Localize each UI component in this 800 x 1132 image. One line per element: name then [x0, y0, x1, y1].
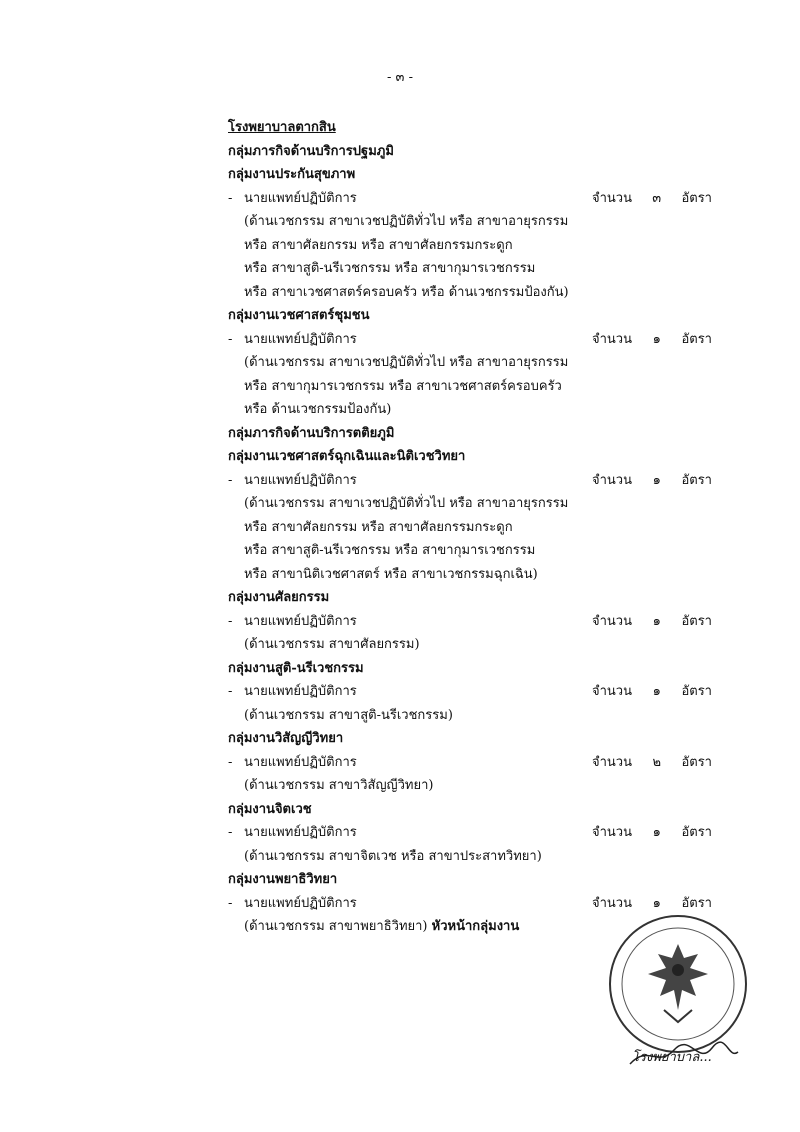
- quantity-unit: อัตรา: [681, 684, 712, 699]
- group-heading: กลุ่มงานจิตเวช: [228, 801, 312, 817]
- position-detail: [228, 210, 728, 234]
- quantity-label: จำนวน: [592, 190, 632, 206]
- detail-note: หัวหน้ากลุ่มงาน: [431, 919, 520, 934]
- mission-heading: กลุ่มภารกิจด้านบริการตติยภูมิ: [228, 425, 395, 441]
- position-row: [228, 751, 728, 775]
- document-body: [228, 116, 728, 939]
- detail-text: หรือ สาขานิติเวชศาสตร์ หรือ สาขาเวชกรรมฉุกเฉิน): [244, 566, 538, 582]
- detail-text: (ด้านเวชกรรม สาขาเวชปฏิบัติทั่วไป หรือ สาขาอายุรกรรม: [244, 355, 569, 370]
- garuda-seal-icon: [604, 910, 752, 1058]
- quantity-label: จำนวน: [592, 331, 632, 347]
- position-title: นายแพทย์ปฏิบัติการ: [244, 684, 357, 699]
- quantity-value: ๑: [652, 331, 661, 347]
- quantity-value: ๒: [652, 754, 662, 770]
- position-detail: [228, 375, 728, 399]
- detail-text: หรือ สาขาสูติ-นรีเวชกรรม หรือ สาขากุมารเวชกรรม: [244, 543, 536, 558]
- position-quantity: [592, 751, 712, 775]
- position-detail: [228, 563, 728, 587]
- position-detail: [228, 845, 728, 869]
- detail-text: หรือ สาขาสูติ-นรีเวชกรรม หรือ สาขากุมารเวชกรรม: [244, 261, 536, 276]
- detail-text: (ด้านเวชกรรม สาขาวิสัญญีวิทยา): [244, 778, 434, 793]
- detail-text: (ด้านเวชกรรม สาขาสูติ-นรีเวชกรรม): [244, 707, 453, 723]
- bullet-dash: -: [228, 472, 233, 488]
- quantity-value: ๓: [652, 190, 662, 206]
- page-number: - ๓ -: [387, 70, 413, 85]
- bullet-dash: -: [228, 684, 233, 699]
- quantity-value: ๑: [652, 825, 661, 840]
- position-detail: [228, 516, 728, 540]
- position-title: นายแพทย์ปฏิบัติการ: [244, 754, 357, 770]
- quantity-label: จำนวน: [592, 825, 632, 840]
- group-heading: กลุ่มงานประกันสุขภาพ: [228, 167, 356, 182]
- quantity-unit: อัตรา: [681, 331, 712, 347]
- quantity-unit: อัตรา: [681, 825, 712, 840]
- position-row: [228, 821, 728, 845]
- position-detail: [228, 281, 728, 305]
- quantity-value: ๑: [652, 613, 661, 629]
- position-title: นายแพทย์ปฏิบัติการ: [244, 613, 357, 629]
- position-title: นายแพทย์ปฏิบัติการ: [244, 190, 357, 206]
- position-detail: [228, 492, 728, 516]
- bullet-dash: -: [228, 754, 233, 770]
- bullet-dash: -: [228, 331, 233, 347]
- position-row: [228, 328, 728, 352]
- group-heading: กลุ่มงานสูติ-นรีเวชกรรม: [228, 660, 364, 676]
- position-detail: [228, 234, 728, 258]
- quantity-unit: อัตรา: [681, 472, 712, 488]
- detail-text: (ด้านเวชกรรม สาขาศัลยกรรม): [244, 637, 420, 652]
- bullet-dash: -: [228, 895, 233, 911]
- group-heading: กลุ่มงานพยาธิวิทยา: [228, 872, 338, 887]
- position-quantity: [592, 469, 712, 493]
- group-heading: กลุ่มงานวิสัญญีวิทยา: [228, 731, 344, 746]
- quantity-label: จำนวน: [592, 684, 632, 699]
- position-title: นายแพทย์ปฏิบัติการ: [244, 825, 357, 840]
- position-detail: [228, 633, 728, 657]
- quantity-value: ๑: [652, 684, 661, 699]
- position-quantity: [592, 680, 712, 704]
- position-row: [228, 680, 728, 704]
- position-detail: [228, 257, 728, 281]
- mission-heading: กลุ่มภารกิจด้านบริการปฐมภูมิ: [228, 143, 394, 159]
- detail-text: หรือ สาขาศัลยกรรม หรือ สาขาศัลยกรรมกระดูก: [244, 519, 513, 535]
- quantity-unit: อัตรา: [681, 754, 712, 770]
- group-heading: กลุ่มงานเวชศาสตร์ชุมชน: [228, 308, 370, 323]
- position-quantity: [592, 821, 712, 845]
- quantity-unit: อัตรา: [681, 190, 712, 206]
- group-heading: กลุ่มงานศัลยกรรม: [228, 590, 330, 605]
- bullet-dash: -: [228, 613, 233, 629]
- detail-text: หรือ สาขากุมารเวชกรรม หรือ สาขาเวชศาสตร์ครอบครัว: [244, 378, 562, 394]
- detail-text: (ด้านเวชกรรม สาขาเวชปฏิบัติทั่วไป หรือ สาขาอายุรกรรม: [244, 496, 569, 511]
- bullet-dash: -: [228, 190, 233, 206]
- quantity-label: จำนวน: [592, 613, 632, 629]
- quantity-label: จำนวน: [592, 895, 632, 911]
- position-detail: [228, 704, 728, 728]
- position-detail: [228, 398, 728, 422]
- position-row: [228, 469, 728, 493]
- quantity-value: ๑: [652, 895, 661, 911]
- position-quantity: [592, 187, 712, 211]
- position-row: [228, 187, 728, 211]
- position-detail: [228, 539, 728, 563]
- quantity-label: จำนวน: [592, 472, 632, 488]
- position-title: นายแพทย์ปฏิบัติการ: [244, 895, 357, 911]
- bullet-dash: -: [228, 825, 233, 840]
- position-list: [228, 140, 728, 939]
- position-row: [228, 610, 728, 634]
- position-detail: [228, 774, 728, 798]
- quantity-label: จำนวน: [592, 754, 632, 770]
- detail-text: (ด้านเวชกรรม สาขาพยาธิวิทยา): [244, 919, 428, 934]
- hospital-title: โรงพยาบาลตากสิน: [228, 120, 336, 135]
- position-title: นายแพทย์ปฏิบัติการ: [244, 472, 357, 488]
- detail-text: หรือ สาขาศัลยกรรม หรือ สาขาศัลยกรรมกระดูก: [244, 237, 513, 253]
- position-quantity: [592, 610, 712, 634]
- position-title: นายแพทย์ปฏิบัติการ: [244, 331, 357, 347]
- position-quantity: [592, 328, 712, 352]
- position-detail: [228, 351, 728, 375]
- detail-text: (ด้านเวชกรรม สาขาเวชปฏิบัติทั่วไป หรือ สาขาอายุรกรรม: [244, 214, 569, 229]
- detail-text: หรือ สาขาเวชศาสตร์ครอบครัว หรือ ด้านเวชกรรมป้องกัน): [244, 284, 569, 300]
- group-heading: กลุ่มงานเวชศาสตร์ฉุกเฉินและนิติเวชวิทยา: [228, 449, 466, 464]
- detail-text: (ด้านเวชกรรม สาขาจิตเวช หรือ สาขาประสาทวิทยา): [244, 848, 542, 864]
- signature-text: โรงพยาบาล...: [632, 1050, 712, 1065]
- quantity-unit: อัตรา: [681, 613, 712, 629]
- detail-text: หรือ ด้านเวชกรรมป้องกัน): [244, 402, 392, 417]
- quantity-unit: อัตรา: [681, 895, 712, 911]
- quantity-value: ๑: [652, 472, 661, 488]
